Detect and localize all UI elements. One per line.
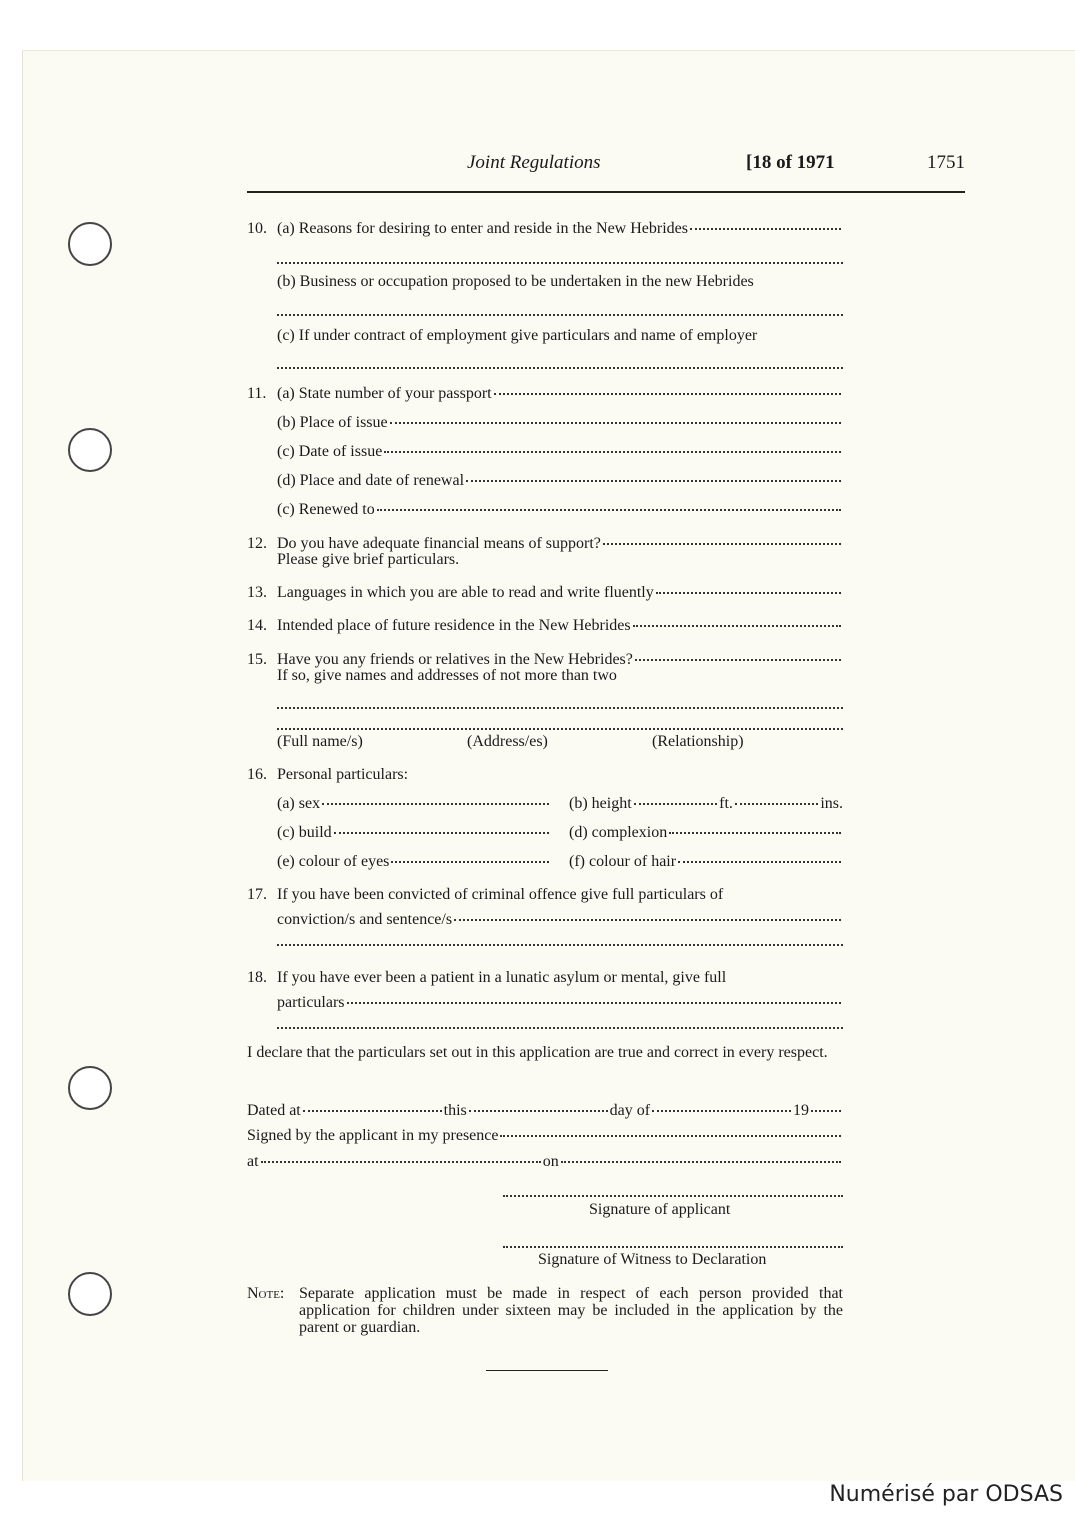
q11a-label: (a) State number of your passport: [277, 385, 492, 402]
q11c-answer-field[interactable]: [384, 451, 841, 453]
q16f-line: [569, 852, 843, 871]
q18-label-2: particulars: [277, 994, 345, 1011]
q16a-answer-field[interactable]: [322, 803, 549, 805]
q10c-answer-line[interactable]: [277, 367, 843, 369]
q17-line-2: [277, 910, 843, 929]
q17-label: If you have been convicted of criminal offence give full particulars of: [277, 886, 724, 903]
dated-month-field[interactable]: [652, 1110, 791, 1112]
running-title: Joint Regulations: [467, 152, 601, 173]
q10-number: 10.: [247, 220, 267, 237]
q14-label: Intended place of future residence in the New Hebrides: [277, 617, 631, 634]
punch-hole-1: [68, 222, 112, 266]
q15-col-relationship: (Relationship): [652, 733, 744, 750]
q11e-line: [277, 500, 843, 519]
q12-subline: Please give brief particulars.: [277, 551, 460, 568]
applicant-signature-field[interactable]: [503, 1195, 843, 1197]
at-on-line: [247, 1152, 843, 1171]
punch-hole-3: [68, 1066, 112, 1110]
dated-year-field[interactable]: [811, 1110, 841, 1112]
q18-answer-line-2[interactable]: [277, 1027, 843, 1029]
q15-answer-field[interactable]: [635, 659, 841, 661]
day-of-label: day of: [609, 1102, 651, 1119]
q16-number: 16.: [247, 766, 267, 783]
at-label: at: [247, 1153, 259, 1170]
q10b-line: [277, 272, 843, 291]
q18-label: If you have ever been a patient in a lunatic asylum or mental, give full: [277, 969, 727, 986]
q18-line: [247, 968, 843, 987]
q17-line: [247, 885, 843, 904]
q15-label: Have you any friends or relatives in the New Hebrides?: [277, 651, 633, 668]
q15-col-full-names: (Full name/s): [277, 733, 363, 750]
q13-answer-field[interactable]: [656, 592, 841, 594]
q10a-line: [247, 219, 843, 238]
note-text: Separate application must be made in respect of each person provided that application for children under sixteen may be included in the application by the parent or guardian.: [299, 1285, 843, 1336]
year-prefix-label: 19: [792, 1102, 809, 1119]
q17-answer-line-2[interactable]: [277, 944, 843, 946]
q17-label-2: conviction/s and sentence/s: [277, 911, 453, 928]
on-date-field[interactable]: [561, 1161, 841, 1163]
this-label: this: [443, 1102, 467, 1119]
q13-number: 13.: [247, 584, 267, 601]
q13-label: Languages in which you are able to read and write fluently: [277, 584, 654, 601]
q16a-line: [277, 794, 551, 813]
q16b-feet-field[interactable]: [634, 803, 717, 805]
dated-day-field[interactable]: [469, 1110, 608, 1112]
note-label: Note:: [247, 1285, 285, 1302]
q18-answer-field[interactable]: [347, 1002, 841, 1004]
q11e-label: (c) Renewed to: [277, 501, 375, 518]
act-reference: [18 of 1971: [746, 152, 835, 173]
q16b-ins-unit: ins.: [820, 795, 844, 812]
q11a-line: [247, 384, 843, 403]
q11b-line: [277, 413, 843, 432]
q11e-answer-field[interactable]: [377, 509, 841, 511]
signed-label: Signed by the applicant in my presence: [247, 1127, 499, 1144]
q11b-answer-field[interactable]: [390, 422, 841, 424]
page-number: 1751: [927, 152, 965, 173]
q16b-inches-field[interactable]: [735, 803, 818, 805]
dated-place-field[interactable]: [303, 1110, 442, 1112]
punch-hole-2: [68, 428, 112, 472]
q10c-label: (c) If under contract of employment give particulars and name of employer: [277, 327, 758, 344]
q12-answer-field[interactable]: [603, 543, 841, 545]
q14-number: 14.: [247, 617, 267, 634]
q10a-label: (a) Reasons for desiring to enter and reside in the New Hebrides: [277, 220, 688, 237]
q17-answer-field[interactable]: [454, 919, 841, 921]
q18-number: 18.: [247, 969, 267, 986]
signed-field[interactable]: [500, 1135, 841, 1137]
q15-col-addresses: (Address/es): [467, 733, 548, 750]
q15-answer-line-2[interactable]: [277, 728, 843, 730]
q15-answer-line-1[interactable]: [277, 707, 843, 709]
q11c-line: [277, 442, 843, 461]
scan-credit: Numérisé par ODSAS: [829, 1482, 1063, 1507]
punch-hole-4: [68, 1272, 112, 1316]
on-label: on: [542, 1153, 559, 1170]
declaration-text: I declare that the particulars set out in this application are true and correct in every respect.: [247, 1044, 828, 1061]
q16f-answer-field[interactable]: [678, 861, 841, 863]
q16-label: Personal particulars:: [277, 766, 409, 783]
q16b-label: (b) height: [569, 795, 632, 812]
q17-number: 17.: [247, 886, 267, 903]
witness-signature-field[interactable]: [503, 1246, 843, 1248]
q11a-answer-field[interactable]: [494, 393, 841, 395]
at-place-field[interactable]: [261, 1161, 541, 1163]
q16e-line: [277, 852, 551, 871]
q14-answer-field[interactable]: [633, 625, 841, 627]
q16-line: [247, 765, 843, 784]
q14-line: [247, 616, 843, 635]
q16c-answer-field[interactable]: [334, 832, 549, 834]
q13-line: [247, 583, 843, 602]
q12-label: Do you have adequate financial means of support?: [277, 535, 601, 552]
q16c-label: (c) build: [277, 824, 332, 841]
q11d-label: (d) Place and date of renewal: [277, 472, 465, 489]
q10a-answer-line-2[interactable]: [277, 262, 843, 264]
q16f-label: (f) colour of hair: [569, 853, 677, 870]
signature-applicant-label: Signature of applicant: [589, 1201, 731, 1218]
q10b-label: (b) Business or occupation proposed to be undertaken in the new Hebrides: [277, 273, 754, 290]
header-rule: [247, 191, 965, 193]
q11b-label: (b) Place of issue: [277, 414, 388, 431]
q16c-line: [277, 823, 551, 842]
dated-line: [247, 1101, 843, 1120]
q11d-line: [277, 471, 843, 490]
q10c-line: [277, 326, 843, 345]
q10b-answer-line[interactable]: [277, 314, 843, 316]
q16a-label: (a) sex: [277, 795, 321, 812]
q12-number: 12.: [247, 535, 267, 552]
signature-witness-label: Signature of Witness to Declaration: [538, 1251, 767, 1268]
q16e-answer-field[interactable]: [391, 861, 549, 863]
q16d-answer-field[interactable]: [669, 832, 841, 834]
q16d-line: [569, 823, 843, 842]
end-rule: [486, 1370, 608, 1371]
q11d-answer-field[interactable]: [466, 480, 841, 482]
q16e-label: (e) colour of eyes: [277, 853, 390, 870]
q16b-line: [569, 794, 843, 813]
dated-at-label: Dated at: [247, 1102, 301, 1119]
q11-number: 11.: [247, 385, 267, 402]
signed-line: [247, 1126, 843, 1145]
q11c-label: (c) Date of issue: [277, 443, 383, 460]
q15-number: 15.: [247, 651, 267, 668]
q10a-answer-field[interactable]: [690, 228, 841, 230]
q16b-ft-unit: ft.: [719, 795, 733, 812]
q15-subline: If so, give names and addresses of not more than two: [277, 667, 617, 684]
q16d-label: (d) complexion: [569, 824, 668, 841]
q18-line-2: [277, 993, 843, 1012]
